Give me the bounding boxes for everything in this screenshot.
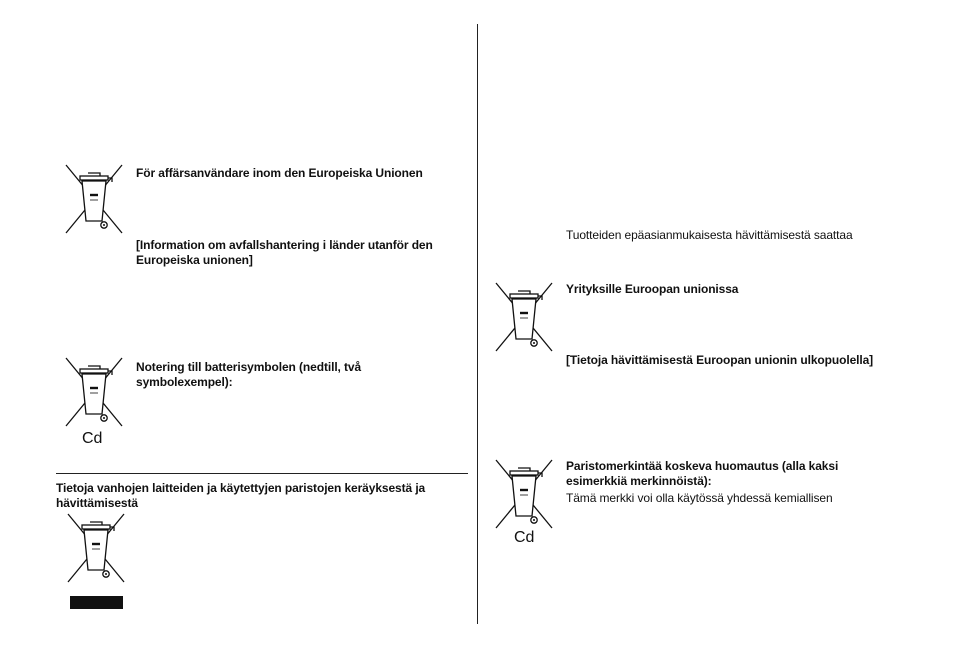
improper-disposal-text: Tuotteiden epäasianmukaisesta hävittämisestä saattaa bbox=[566, 228, 853, 242]
battery-note-heading: Notering till batterisymbolen (nedtill, två symbolexempel): bbox=[136, 360, 362, 389]
battery-cd-label-fi: Cd bbox=[514, 529, 535, 546]
battery-note-heading-fi: Paristomerkintää koskeva huomautus (alla kaksi esimerkkiä merkinnöistä): bbox=[566, 459, 839, 488]
finnish-section-heading: Tietoja vanhojen laitteiden ja käytettyjen paristojen keräyksestä ja hävittämisestä bbox=[56, 481, 426, 510]
battery-cd-label: Cd bbox=[82, 430, 103, 447]
outside-eu-heading: [Information om avfallshantering i länder utanför den Europeiska unionen] bbox=[136, 238, 433, 267]
column-divider bbox=[477, 24, 478, 624]
battery-note-text-fi: Tämä merkki voi olla käytössä yhdessä kemiallisen bbox=[566, 491, 833, 505]
section-rule bbox=[56, 473, 468, 474]
weee-bin-icon bbox=[66, 512, 126, 588]
weee-bin-icon bbox=[494, 281, 554, 357]
business-eu-heading-fi: Yrityksille Euroopan unionissa bbox=[566, 282, 739, 296]
weee-bin-icon bbox=[64, 356, 124, 432]
weee-bin-icon bbox=[494, 458, 554, 534]
black-bar-mark bbox=[70, 596, 123, 609]
outside-eu-heading-fi: [Tietoja hävittämisestä Euroopan unionin ulkopuolella] bbox=[566, 353, 874, 367]
weee-bin-icon bbox=[64, 163, 124, 239]
business-eu-heading: För affärsanvändare inom den Europeiska Unionen bbox=[136, 166, 423, 180]
